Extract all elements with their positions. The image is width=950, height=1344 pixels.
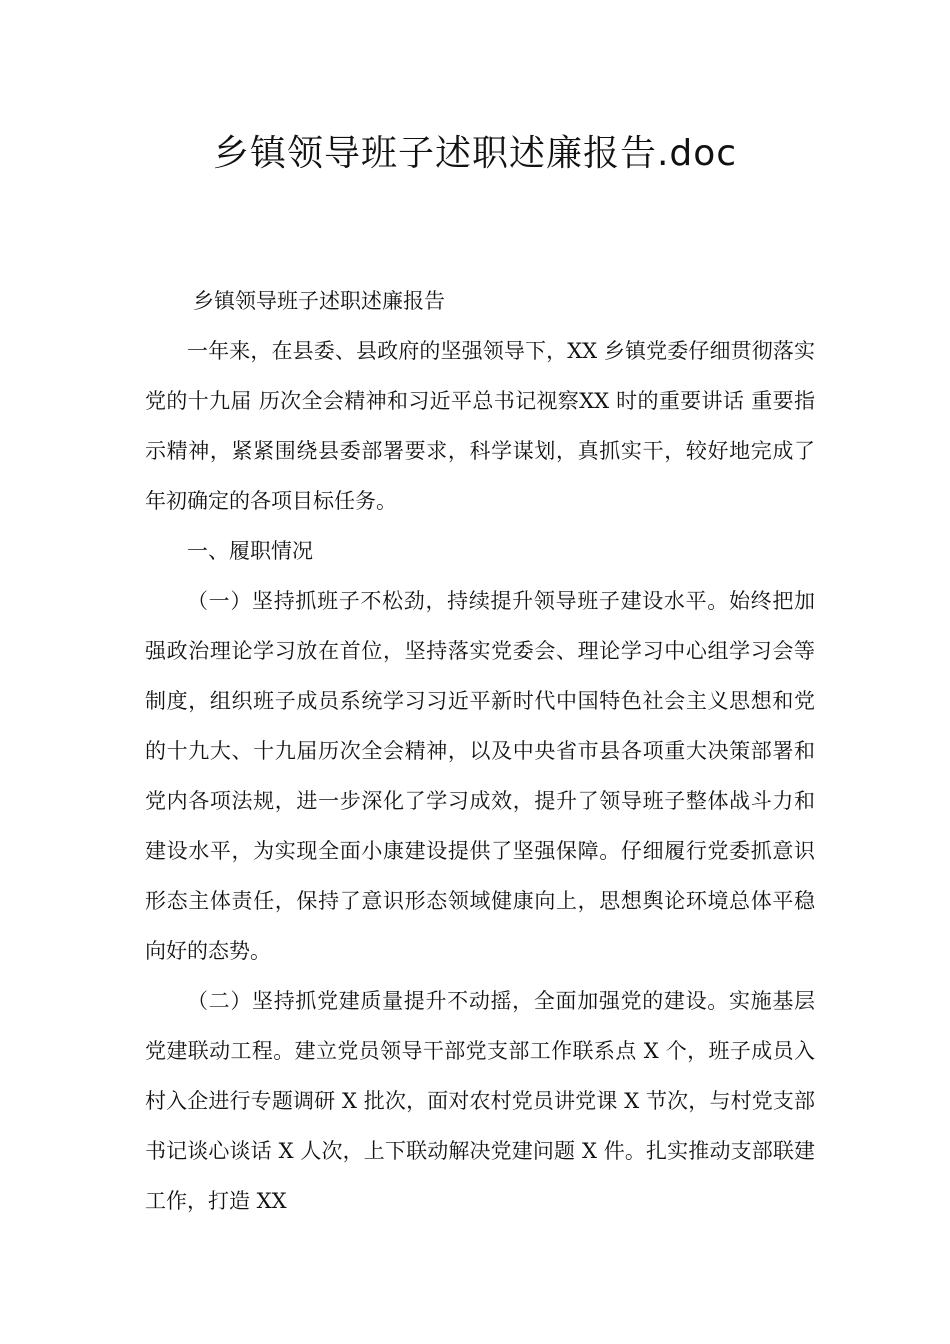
document-title: 乡镇领导班子述职述廉报告.doc — [212, 133, 738, 174]
paragraph-leadership: （一）坚持抓班子不松劲，持续提升领导班子建设水平。始终把加强政治理论学习放在首位，坚持落实党委会、理论学习中心组学习会等制度，组织班子成员系统学习习近平新时代中国特色社会主义思想和党的十九大、十九届历次全会精神，以及中央省市县各项重大决策部署和党内各项法规，进一步深化了学习成效，提升了领导班子整体战斗力和建设水平，为实现全面小康建设提供了坚强保障。仔细履行党委抓意识形态主体责任，保持了意识形态领域健康向上，思想舆论环境总体平稳向好的态势。 — [145, 589, 815, 963]
report-heading: 乡镇领导班子述职述廉报告 — [193, 289, 445, 313]
intro-paragraph: 一年来，在县委、县政府的坚强领导下，XX 乡镇党委仔细贯彻落实党的十九届 历次全会精神和习近平总书记视察XX 时的重要讲话 重要指示精神，紧紧围绕县委部署要求，科学谋划，真抓实干，较好地完成了年初确定的各项目标任务。 — [145, 339, 815, 513]
section-heading: 一、履职情况 — [187, 539, 313, 563]
document-body — [145, 276, 815, 1226]
paragraph-party-building: （二）坚持抓党建质量提升不动摇，全面加强党的建设。实施基层党建联动工程。建立党员领导干部党支部工作联系点 X 个，班子成员入村入企进行专题调研 X 批次，面对农村党员讲党课 X 节次，与村党支部书记谈心谈话 X 人次，上下联动解决党建问题 X 件。扎实推动支部联建工作，打造 XX — [145, 989, 815, 1213]
